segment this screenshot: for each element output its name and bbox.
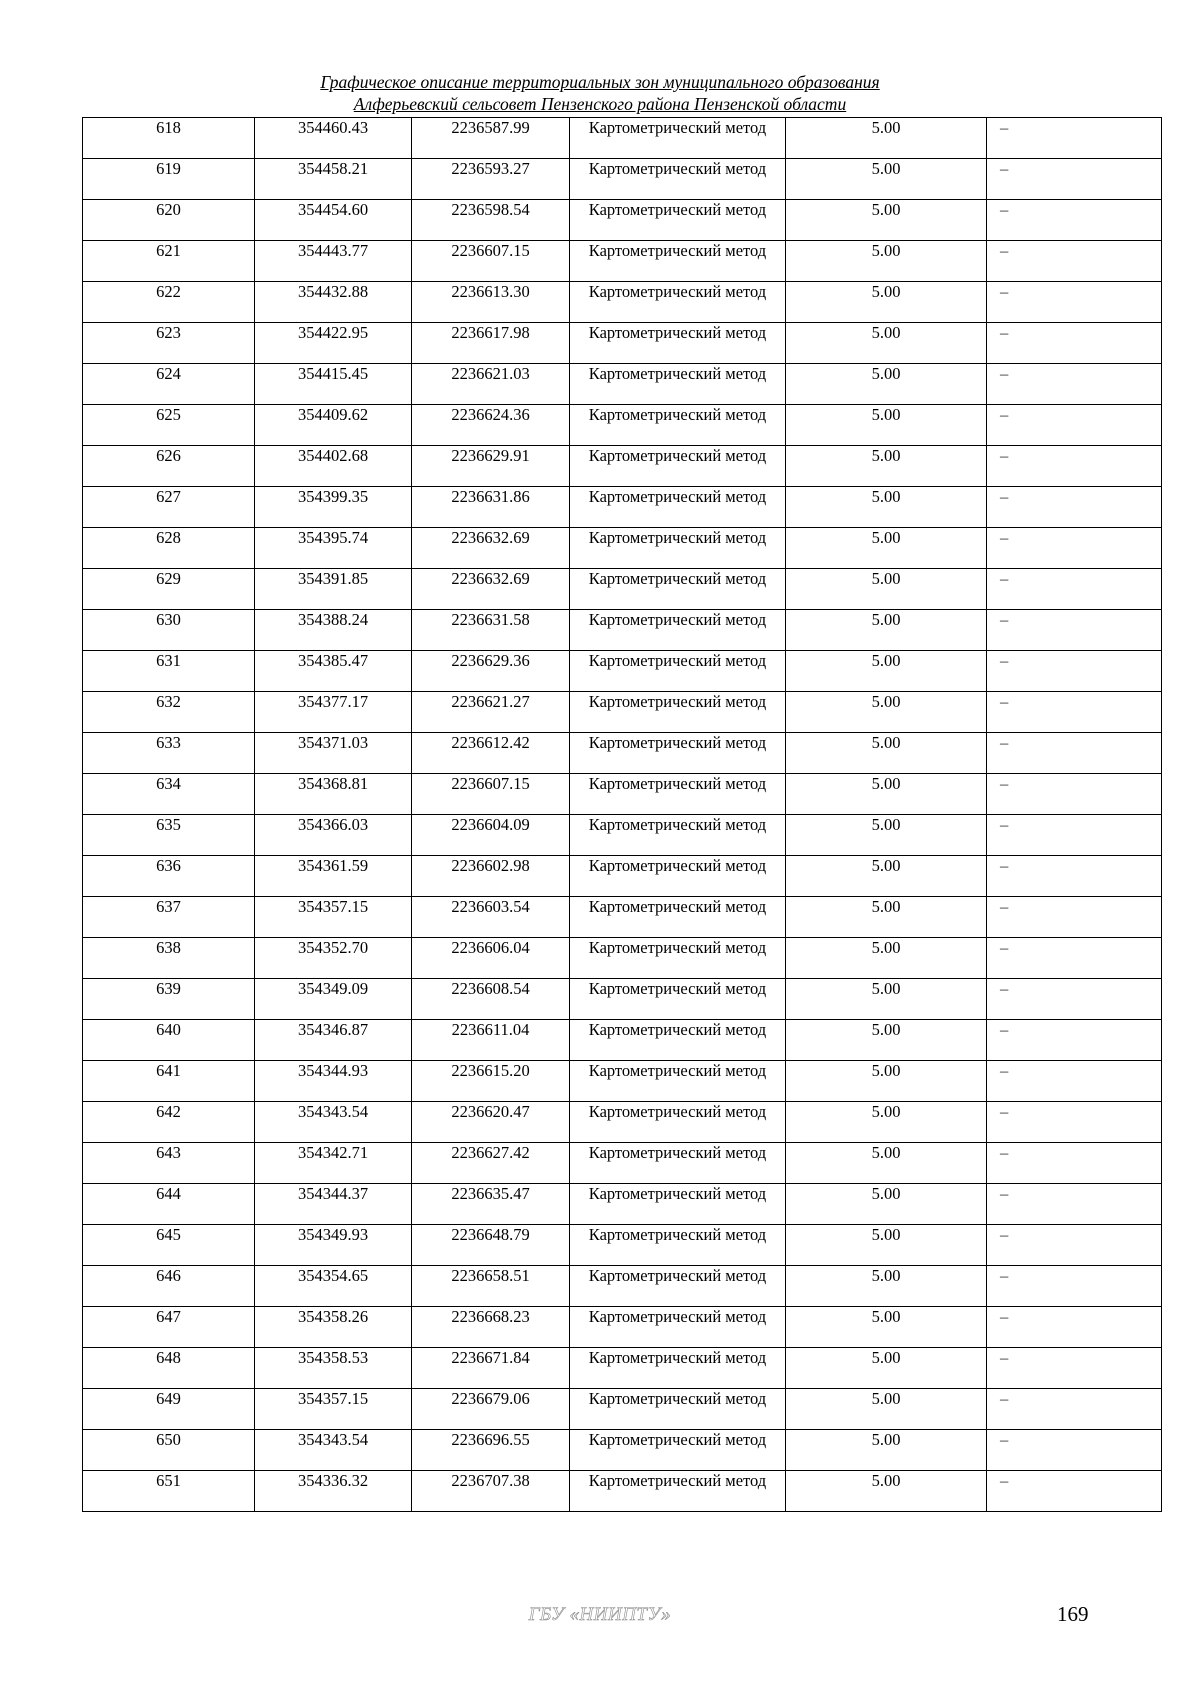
y-coordinate-cell: 2236648.79 [412,1225,570,1266]
table-row [83,364,1162,405]
point-number-cell: 644 [83,1184,255,1225]
table-row [83,323,1162,364]
point-number-cell: 632 [83,692,255,733]
table-row [83,856,1162,897]
y-coordinate-cell: 2236631.86 [412,487,570,528]
table-row [83,569,1162,610]
x-coordinate-cell: 354358.53 [255,1348,412,1389]
table-row [83,1184,1162,1225]
point-number-cell: 622 [83,282,255,323]
table-row [83,692,1162,733]
point-number-cell: 636 [83,856,255,897]
method-cell: Картометрический метод [570,610,786,651]
method-cell: Картометрический метод [570,569,786,610]
y-coordinate-cell: 2236671.84 [412,1348,570,1389]
note-cell: – [987,1102,1162,1143]
x-coordinate-cell: 354432.88 [255,282,412,323]
x-coordinate-cell: 354422.95 [255,323,412,364]
table-row [83,1430,1162,1471]
x-coordinate-cell: 354460.43 [255,118,412,159]
y-coordinate-cell: 2236629.91 [412,446,570,487]
accuracy-cell: 5.00 [786,1348,987,1389]
x-coordinate-cell: 354385.47 [255,651,412,692]
method-cell: Картометрический метод [570,1389,786,1430]
table-row [83,1225,1162,1266]
table-row [83,1061,1162,1102]
y-coordinate-cell: 2236621.27 [412,692,570,733]
note-cell: – [987,856,1162,897]
point-number-cell: 646 [83,1266,255,1307]
method-cell: Картометрический метод [570,323,786,364]
table-row [83,897,1162,938]
method-cell: Картометрический метод [570,1307,786,1348]
note-cell: – [987,815,1162,856]
note-cell: – [987,446,1162,487]
accuracy-cell: 5.00 [786,651,987,692]
y-coordinate-cell: 2236611.04 [412,1020,570,1061]
x-coordinate-cell: 354346.87 [255,1020,412,1061]
x-coordinate-cell: 354395.74 [255,528,412,569]
accuracy-cell: 5.00 [786,487,987,528]
point-number-cell: 624 [83,364,255,405]
point-number-cell: 629 [83,569,255,610]
note-cell: – [987,487,1162,528]
table-row [83,1389,1162,1430]
point-number-cell: 621 [83,241,255,282]
accuracy-cell: 5.00 [786,446,987,487]
note-cell: – [987,1307,1162,1348]
header-title-line-2: Алферьевский сельсовет Пензенского района Пензенской области [353,94,847,114]
x-coordinate-cell: 354342.71 [255,1143,412,1184]
accuracy-cell: 5.00 [786,1102,987,1143]
point-number-cell: 641 [83,1061,255,1102]
page-number: 169 [1057,1602,1089,1626]
y-coordinate-cell: 2236624.36 [412,405,570,446]
accuracy-cell: 5.00 [786,200,987,241]
x-coordinate-cell: 354343.54 [255,1430,412,1471]
point-number-cell: 630 [83,610,255,651]
accuracy-cell: 5.00 [786,241,987,282]
table-row [83,815,1162,856]
method-cell: Картометрический метод [570,159,786,200]
y-coordinate-cell: 2236598.54 [412,200,570,241]
accuracy-cell: 5.00 [786,1184,987,1225]
y-coordinate-cell: 2236606.04 [412,938,570,979]
x-coordinate-cell: 354343.54 [255,1102,412,1143]
point-number-cell: 627 [83,487,255,528]
x-coordinate-cell: 354371.03 [255,733,412,774]
note-cell: – [987,897,1162,938]
x-coordinate-cell: 354391.85 [255,569,412,610]
y-coordinate-cell: 2236627.42 [412,1143,570,1184]
method-cell: Картометрический метод [570,1184,786,1225]
point-number-cell: 633 [83,733,255,774]
note-cell: – [987,1430,1162,1471]
point-number-cell: 631 [83,651,255,692]
x-coordinate-cell: 354454.60 [255,200,412,241]
table-row [83,610,1162,651]
accuracy-cell: 5.00 [786,610,987,651]
table-row [83,938,1162,979]
table-row [83,1266,1162,1307]
point-number-cell: 626 [83,446,255,487]
y-coordinate-cell: 2236632.69 [412,569,570,610]
method-cell: Картометрический метод [570,1143,786,1184]
note-cell: – [987,1184,1162,1225]
note-cell: – [987,651,1162,692]
x-coordinate-cell: 354357.15 [255,1389,412,1430]
table-row [83,118,1162,159]
document-header [0,71,1200,115]
method-cell: Картометрический метод [570,1225,786,1266]
method-cell: Картометрический метод [570,528,786,569]
table-row [83,774,1162,815]
note-cell: – [987,528,1162,569]
accuracy-cell: 5.00 [786,938,987,979]
accuracy-cell: 5.00 [786,897,987,938]
method-cell: Картометрический метод [570,405,786,446]
accuracy-cell: 5.00 [786,692,987,733]
point-number-cell: 638 [83,938,255,979]
method-cell: Картометрический метод [570,815,786,856]
note-cell: – [987,938,1162,979]
table-row [83,405,1162,446]
y-coordinate-cell: 2236613.30 [412,282,570,323]
y-coordinate-cell: 2236668.23 [412,1307,570,1348]
method-cell: Картометрический метод [570,282,786,323]
method-cell: Картометрический метод [570,1266,786,1307]
y-coordinate-cell: 2236635.47 [412,1184,570,1225]
method-cell: Картометрический метод [570,979,786,1020]
y-coordinate-cell: 2236631.58 [412,610,570,651]
y-coordinate-cell: 2236620.47 [412,1102,570,1143]
x-coordinate-cell: 354349.93 [255,1225,412,1266]
note-cell: – [987,774,1162,815]
table-row [83,1143,1162,1184]
x-coordinate-cell: 354358.26 [255,1307,412,1348]
point-number-cell: 618 [83,118,255,159]
accuracy-cell: 5.00 [786,1307,987,1348]
x-coordinate-cell: 354415.45 [255,364,412,405]
point-number-cell: 639 [83,979,255,1020]
y-coordinate-cell: 2236607.15 [412,774,570,815]
method-cell: Картометрический метод [570,1471,786,1512]
accuracy-cell: 5.00 [786,1471,987,1512]
y-coordinate-cell: 2236707.38 [412,1471,570,1512]
method-cell: Картометрический метод [570,118,786,159]
x-coordinate-cell: 354388.24 [255,610,412,651]
table-row [83,282,1162,323]
point-number-cell: 651 [83,1471,255,1512]
point-number-cell: 640 [83,1020,255,1061]
x-coordinate-cell: 354357.15 [255,897,412,938]
note-cell: – [987,364,1162,405]
point-number-cell: 634 [83,774,255,815]
table-row [83,446,1162,487]
y-coordinate-cell: 2236602.98 [412,856,570,897]
x-coordinate-cell: 354409.62 [255,405,412,446]
x-coordinate-cell: 354344.93 [255,1061,412,1102]
note-cell: – [987,405,1162,446]
x-coordinate-cell: 354349.09 [255,979,412,1020]
x-coordinate-cell: 354361.59 [255,856,412,897]
y-coordinate-cell: 2236612.42 [412,733,570,774]
note-cell: – [987,1471,1162,1512]
y-coordinate-cell: 2236679.06 [412,1389,570,1430]
x-coordinate-cell: 354366.03 [255,815,412,856]
x-coordinate-cell: 354458.21 [255,159,412,200]
method-cell: Картометрический метод [570,897,786,938]
note-cell: – [987,241,1162,282]
table-row [83,1020,1162,1061]
method-cell: Картометрический метод [570,1061,786,1102]
note-cell: – [987,692,1162,733]
point-number-cell: 642 [83,1102,255,1143]
y-coordinate-cell: 2236632.69 [412,528,570,569]
note-cell: – [987,1389,1162,1430]
method-cell: Картометрический метод [570,774,786,815]
accuracy-cell: 5.00 [786,118,987,159]
note-cell: – [987,610,1162,651]
method-cell: Картометрический метод [570,200,786,241]
table-row [83,1471,1162,1512]
x-coordinate-cell: 354336.32 [255,1471,412,1512]
y-coordinate-cell: 2236608.54 [412,979,570,1020]
point-number-cell: 628 [83,528,255,569]
accuracy-cell: 5.00 [786,1430,987,1471]
method-cell: Картометрический метод [570,1348,786,1389]
accuracy-cell: 5.00 [786,815,987,856]
accuracy-cell: 5.00 [786,1225,987,1266]
y-coordinate-cell: 2236696.55 [412,1430,570,1471]
accuracy-cell: 5.00 [786,282,987,323]
table-row [83,487,1162,528]
x-coordinate-cell: 354352.70 [255,938,412,979]
x-coordinate-cell: 354354.65 [255,1266,412,1307]
accuracy-cell: 5.00 [786,1143,987,1184]
point-number-cell: 625 [83,405,255,446]
method-cell: Картометрический метод [570,364,786,405]
point-number-cell: 648 [83,1348,255,1389]
method-cell: Картометрический метод [570,651,786,692]
accuracy-cell: 5.00 [786,733,987,774]
note-cell: – [987,282,1162,323]
point-number-cell: 623 [83,323,255,364]
table-row [83,1307,1162,1348]
x-coordinate-cell: 354377.17 [255,692,412,733]
note-cell: – [987,159,1162,200]
header-title-line-1: Графическое описание территориальных зон муниципального образования [320,72,880,92]
y-coordinate-cell: 2236629.36 [412,651,570,692]
x-coordinate-cell: 354402.68 [255,446,412,487]
table-row [83,979,1162,1020]
accuracy-cell: 5.00 [786,856,987,897]
y-coordinate-cell: 2236604.09 [412,815,570,856]
y-coordinate-cell: 2236621.03 [412,364,570,405]
point-number-cell: 637 [83,897,255,938]
note-cell: – [987,1061,1162,1102]
method-cell: Картометрический метод [570,1102,786,1143]
method-cell: Картометрический метод [570,938,786,979]
table-row [83,1348,1162,1389]
table-row [83,733,1162,774]
method-cell: Картометрический метод [570,692,786,733]
y-coordinate-cell: 2236607.15 [412,241,570,282]
x-coordinate-cell: 354344.37 [255,1184,412,1225]
accuracy-cell: 5.00 [786,774,987,815]
y-coordinate-cell: 2236593.27 [412,159,570,200]
note-cell: – [987,200,1162,241]
method-cell: Картометрический метод [570,733,786,774]
x-coordinate-cell: 354443.77 [255,241,412,282]
accuracy-cell: 5.00 [786,1389,987,1430]
note-cell: – [987,1266,1162,1307]
table-row [83,528,1162,569]
point-number-cell: 619 [83,159,255,200]
note-cell: – [987,1020,1162,1061]
coordinates-table-body [83,118,1162,1512]
x-coordinate-cell: 354368.81 [255,774,412,815]
method-cell: Картометрический метод [570,241,786,282]
accuracy-cell: 5.00 [786,159,987,200]
accuracy-cell: 5.00 [786,364,987,405]
point-number-cell: 620 [83,200,255,241]
accuracy-cell: 5.00 [786,405,987,446]
point-number-cell: 643 [83,1143,255,1184]
point-number-cell: 650 [83,1430,255,1471]
table-row [83,651,1162,692]
accuracy-cell: 5.00 [786,569,987,610]
point-number-cell: 635 [83,815,255,856]
table-row [83,200,1162,241]
note-cell: – [987,1143,1162,1184]
note-cell: – [987,1225,1162,1266]
point-number-cell: 647 [83,1307,255,1348]
note-cell: – [987,569,1162,610]
accuracy-cell: 5.00 [786,1061,987,1102]
y-coordinate-cell: 2236587.99 [412,118,570,159]
note-cell: – [987,1348,1162,1389]
accuracy-cell: 5.00 [786,979,987,1020]
footer-organization: ГБУ «НИИПТУ» [528,1604,672,1625]
note-cell: – [987,118,1162,159]
method-cell: Картометрический метод [570,1020,786,1061]
point-number-cell: 649 [83,1389,255,1430]
note-cell: – [987,733,1162,774]
y-coordinate-cell: 2236603.54 [412,897,570,938]
note-cell: – [987,323,1162,364]
accuracy-cell: 5.00 [786,528,987,569]
note-cell: – [987,979,1162,1020]
point-number-cell: 645 [83,1225,255,1266]
y-coordinate-cell: 2236658.51 [412,1266,570,1307]
accuracy-cell: 5.00 [786,1020,987,1061]
accuracy-cell: 5.00 [786,1266,987,1307]
method-cell: Картометрический метод [570,1430,786,1471]
method-cell: Картометрический метод [570,487,786,528]
y-coordinate-cell: 2236617.98 [412,323,570,364]
table-row [83,159,1162,200]
y-coordinate-cell: 2236615.20 [412,1061,570,1102]
coordinates-table [82,117,1162,1512]
method-cell: Картометрический метод [570,856,786,897]
method-cell: Картометрический метод [570,446,786,487]
accuracy-cell: 5.00 [786,323,987,364]
table-row [83,1102,1162,1143]
x-coordinate-cell: 354399.35 [255,487,412,528]
table-row [83,241,1162,282]
